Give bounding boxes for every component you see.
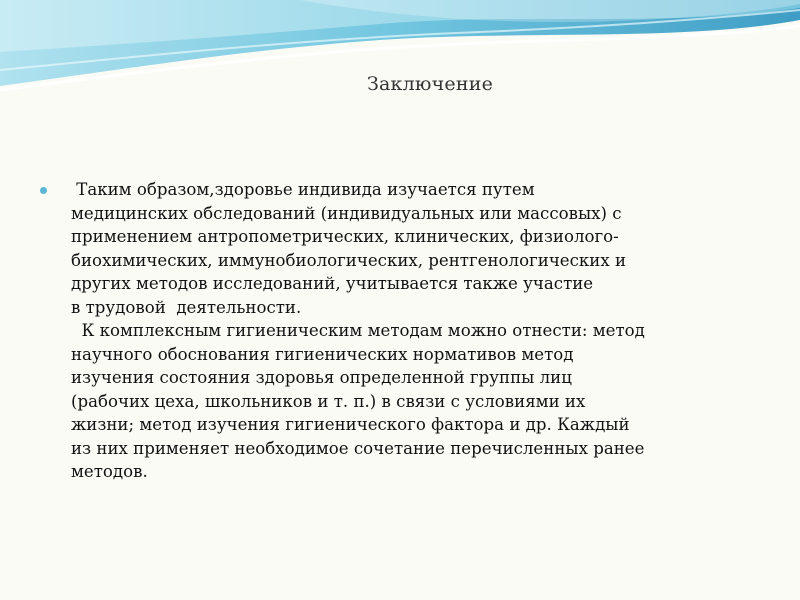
body-line: жизни; метод изучения гигиенического фактора и др. Каждый bbox=[71, 415, 630, 434]
body-line: медицинских обследований (индивидуальных или массовых) с bbox=[71, 203, 622, 223]
body-line: применением антропометрических, клинических, физиолого- bbox=[71, 227, 619, 246]
body-line: биохимических, иммунобиологических, рентгенологических и bbox=[71, 250, 627, 270]
slide-title: Заключение bbox=[366, 73, 494, 95]
body-line: К комплексным гигиеническим методам можно отнести: метод bbox=[71, 321, 645, 340]
bullet-icon bbox=[40, 187, 47, 194]
body-line: методов. bbox=[71, 462, 148, 481]
body-line: изучения состояния здоровья определенной группы лиц bbox=[71, 368, 572, 387]
body-line: Таким образом,здоровье индивида изучается путем bbox=[71, 180, 535, 199]
body-line: из них применяет необходимое сочетание перечисленных ранее bbox=[71, 438, 645, 458]
body-line: (рабочих цеха, школьников и т. п.) в связи с условиями их bbox=[71, 391, 586, 411]
body-line: научного обоснования гигиенических нормативов метод bbox=[71, 344, 574, 364]
body-line: в трудовой деятельности. bbox=[71, 297, 302, 317]
slide-body bbox=[40, 178, 752, 484]
body-line: других методов исследований, учитывается также участие bbox=[71, 274, 594, 293]
body-text bbox=[71, 178, 752, 484]
